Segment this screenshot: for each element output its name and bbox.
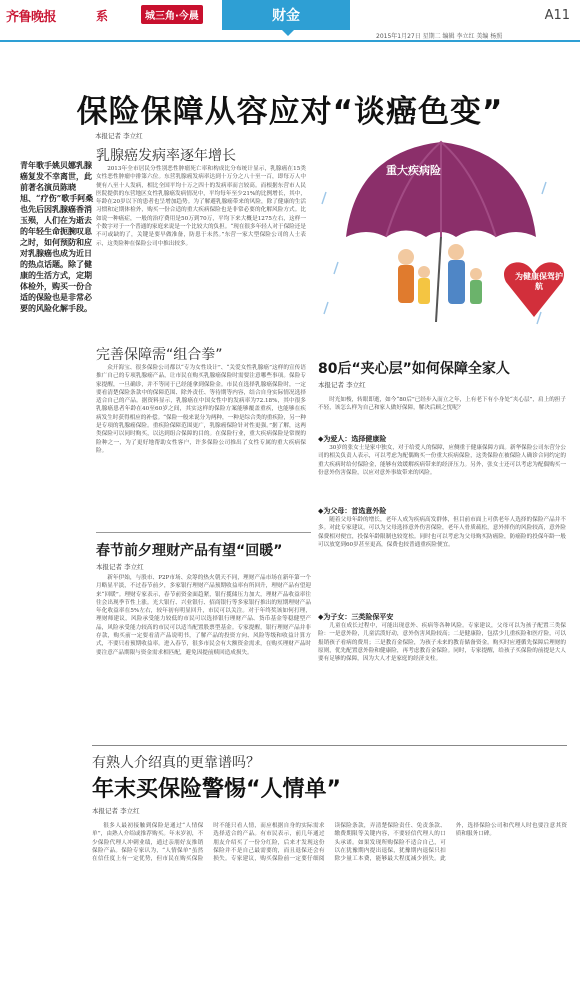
section4-body-spouse: 30岁的张女士是家中独女，对于给爱人的保障，应侧重于健康保障方面。新华保险公司东营分公司的相关负责人表示，可以考虑为配偶购买一份重大疾病保险，这类保险在被保险人确诊合同约定的重大疾病时给付保险金，能够有效缓解疾病带来的经济压力。另外，张女士还可以考虑为配偶购买一份意外伤害保险，以应对意外事故带来的风险。	[318, 445, 566, 476]
main-headline: 保险保障从容应对“谈癌色变”	[76, 94, 504, 130]
section2-title: 完善保障需“组合拳”	[96, 347, 223, 363]
section5-body: 很多人最初接触到保险是通过“人情保单”，由熟人介绍或推荐购买。年末岁初，不少保险代理人冲刺业绩，通过亲朋好友推销保险产品。保险专家认为，“人情保单”虽然在信任度上有一定优势，但市民在购买保险时不能只看人情，而应根据自身的实际需求选择适合的产品。有市民表示，前几年通过朋友介绍买了一份分红险，后来才发现这份保险并不是自己最需要的，而且退保还会有损失。专家建议，购买保险前一定要仔细阅读保险条款，弄清楚保险责任、免责条款、缴费期限等关键内容，不要轻信代理人的口头承诺。如果发现所购保险不适合自己，可以在犹豫期内提出退保，犹豫期内退保只扣除少量工本费，能够最大程度减少损失。此外，选择保险公司和代理人时也要注意其资质和服务口碑。	[92, 823, 567, 863]
section3-body: 新年伊始，与股市、P2P市场、众筹的热火朝天不同，理财产品市场在新年第一个月略显平淡，不过春节前夕，多家银行理财产品预期收益率有所回升，理财产品有望迎来“回暖”。理财专家表示，春节前资金面趋紧，银行揽储压力加大，理财产品收益率往往会出现季节性上涨。光大银行、兴业银行、招商银行等多家银行推出的短期理财产品年化收益率在5%左右，较年初有明显回升，市民可以关注。对于年终奖该如何打理，理财师建议，风险承受能力较低的市民可以选择银行理财产品、货币基金等稳健型产品，风险承受能力较高的市民可以适当配置股票型基金。专家提醒，银行理财产品并非存款，购买前一定要看清产品说明书，了解产品的投资方向、风险等级和收益计算方式，不要只看预期收益率。进入春节，很多市民会有大额资金需求，在购买理财产品时要注意产品期限与资金需求相匹配，避免因提前赎回造成损失。	[96, 575, 311, 656]
page-number: A11	[544, 8, 570, 23]
umbrella-graphic	[316, 132, 566, 342]
dateline: 2015年1月27日 星期二 编辑 李立红 美编 杨照	[376, 33, 503, 40]
heart-label: 为健康保驾护航	[515, 272, 563, 291]
umbrella-label: 重大疾病险	[386, 164, 441, 177]
section4-body-parents: 随着父母年龄的增长，老年人成为疾病高发群体，但目前市面上可供老年人选择的保险产品并不多。对此专家建议，可以为父母选择意外伤害保险，老年人骨质疏松，意外摔伤的风险较高，意外险保费相对便宜，投保年龄限制也较宽松。同时也可以考虑为父母购买防癌险，防癌险的投保年龄一般可以放宽到60岁甚至更高，保费也较普通重疾险便宜。	[318, 517, 566, 548]
section4-subhead-parents: ◆为父母：首选意外险	[318, 507, 387, 515]
section3-title: 春节前夕理财产品有望“回暖”	[96, 543, 283, 559]
section5-byline: 本报记者 李立红	[92, 807, 140, 815]
section5-kicker: 有熟人介绍真的更靠谱吗？	[92, 755, 260, 771]
header-rule	[0, 40, 580, 42]
newspaper-brand: 齐鲁晚报	[6, 10, 57, 25]
umbrella-illustration	[316, 132, 566, 342]
section5-title: 年末买保险警惕“人情单”	[92, 777, 341, 802]
section1-title: 乳腺癌发病率逐年增长	[96, 148, 236, 164]
section4-subhead-children: ◆为子女：三类险保平安	[318, 613, 394, 621]
section4-byline: 本报记者 李立红	[318, 381, 366, 389]
section4-body-children: 儿童在成长过程中，可能出现意外、疾病等各种风险。专家建议，父母可以为孩子配置三类保险：一是意外险，儿童活泼好动，意外伤害风险较高；二是健康险，包括少儿重疾险和医疗险，可以报销孩子看病的费用；三是教育金保险，为孩子未来的教育储备资金。购买时应遵循先保障后理财的原则，优先配置意外险和健康险，再考虑教育金保险。同时，专家提醒，给孩子买保险的前提是大人要有足够的保障，因为大人才是家庭的经济支柱。	[318, 623, 566, 663]
edition-tag: 城三角·今晨	[141, 5, 203, 24]
section-label-text: 财金	[272, 8, 300, 24]
section3-byline: 本报记者 李立红	[96, 563, 144, 571]
section2-body: 众开海宝、很多保险公司都以“专为女性设计”、“关爱女性乳腺癌”这样的宣传语推广自己的专项乳腺癌产品，让市民在购买乳腺癌保险时需要注意哪些事项。保险专家提醒，一旦确诊，并不等同于已经能拿到保险金。市民在选择乳腺癌保险时，一定要看清楚保险条款中的保障范围、除外责任、等待期等内容，结合自身实际情况选择适合自己的产品。据资料显示，乳腺癌在中国女性中的发病率为72.18%，其中很多乳腺癌患者年龄在40至60岁之间，其实这样的保险方案能够覆盖重疾，也能够在疾病发生时获得相应的补偿。“保险一般来说分为两种，一种是综合类的重疾险，另一种是专项的乳腺癌保险。重疾险保障范围更广，乳腺癌保险针对性更强。”据了解，这两类保险可以同时购买，以达到组合保障的目的。在保险行业，重大疾病保险是常规的险种之一，为了更好地帮助女性客户，许多保险公司推出了女性专属的重大疾病保险。	[96, 365, 306, 454]
main-byline: 本报记者 李立红	[95, 132, 143, 140]
section4-title: 80后“夹心层”如何保障全家人	[318, 361, 510, 377]
section4-intro: 时光如梭，转眼即逝，如今“80后”已经步入而立之年，上有老下有小身处“夹心层”，肩上的担子不轻，该怎么样为自己和家人做好保障，解决后顾之忧呢？	[318, 397, 566, 412]
divider	[96, 532, 311, 533]
section-label	[222, 0, 350, 30]
lead-paragraph: 青年歌手姚贝娜乳腺癌复发不幸离世，此前著名演员陈晓旭、“疗伤”歌手阿桑也先后因乳腺癌香消玉殒，人们在为逝去的年轻生命扼腕叹息之时，如何预防和应对乳腺癌也成为近日的热点话题。除了健康的生活方式，定期体检外，购买一份合适的保险也是非常必要的风险化解手段。	[20, 160, 94, 313]
section1-body: 2013年全市居民分性别恶性肿瘤死亡率和构成比分布统计显示，乳腺癌在15类女性恶性肿瘤中排第六位。东营乳腺癌发病率达到十万分之八十至一百，即每万人中便有八至十人发病，相比全国平均十万之四十的发病率而言较高。而根据东营市人民医院提供的东营地区女性乳腺癌发病情况中，平均每年至少21%的比例增长，其中，年龄在20岁以下的患者也呈增加趋势。为了解避乳腺癌带来的风险，除了健康的生活习惯和定期体检外，购买一份合适的重大疾病保险也是非常必要的化解风险方式。比如说一种癌症，一般的治疗费用是50万到70万，平均下来大概是1275左右，这样一个数字对于一个普通的家庭来说是一个比较大的负担。“现在很多年轻人对于保险还是不可或缺的了，关键是要早做准备，防患于未然。”东营一家大型保险公司的人士表示，这类险种在保险公司中推出较多。	[96, 166, 306, 247]
section4-subhead-spouse: ◆为爱人：选择健康险	[318, 435, 387, 443]
newspaper-brand-suffix: 系	[96, 9, 109, 23]
divider-bottom	[92, 745, 567, 746]
